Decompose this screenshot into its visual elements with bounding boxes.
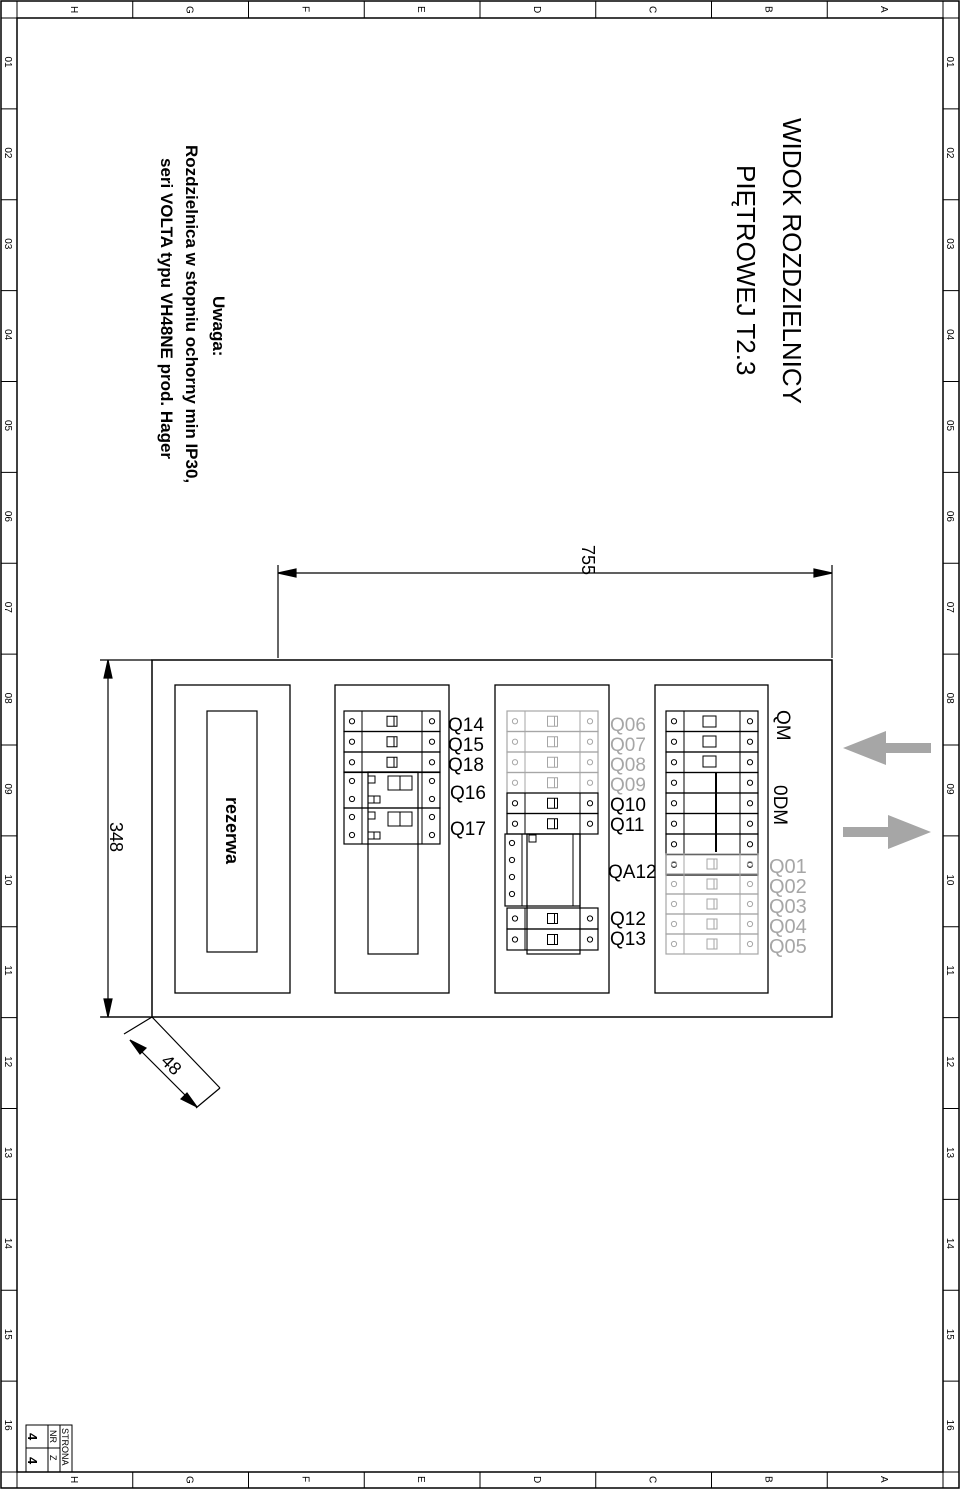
module-row1-grey xyxy=(666,894,758,914)
note-line-1: Rozdzielnica w stopniu ochorny min IP30, xyxy=(182,145,201,484)
row-label-left: 04 xyxy=(2,329,13,341)
row-label-right: 11 xyxy=(944,965,955,976)
module-row2-grey xyxy=(507,711,598,732)
row-label-left: 08 xyxy=(2,692,13,704)
page-title xyxy=(731,118,807,404)
label-q16: Q16 xyxy=(450,783,486,804)
row-1-grey-labels xyxy=(769,856,807,958)
module-row2-grey xyxy=(507,773,598,794)
row-label-right: 06 xyxy=(944,510,955,522)
row-label-left: 15 xyxy=(2,1328,13,1340)
row-2-labels xyxy=(608,715,657,950)
label-q08: Q08 xyxy=(610,755,646,776)
module-row1-main xyxy=(666,814,758,835)
row-3-labels xyxy=(448,715,486,840)
title-block-strona: STRONA xyxy=(60,1428,70,1466)
row-label-left: 09 xyxy=(2,783,13,795)
row-label-left: 10 xyxy=(2,874,13,886)
label-q15: Q15 xyxy=(448,735,484,756)
row-label-left: 02 xyxy=(2,147,13,159)
module-row2-grey xyxy=(507,732,598,753)
devices xyxy=(344,711,758,954)
row-label-right: 04 xyxy=(944,329,955,341)
label-q11: Q11 xyxy=(610,815,645,836)
module-row1-main xyxy=(666,732,758,753)
column-label-top: B xyxy=(762,6,774,13)
row-label-right: 02 xyxy=(944,147,955,159)
row-1-labels xyxy=(769,710,793,825)
module-row1-grey xyxy=(666,934,758,954)
module-row2-black xyxy=(507,908,598,929)
column-label-bottom: E xyxy=(415,1476,427,1483)
title-block-z-value: 4 xyxy=(25,1457,40,1465)
qm-switch-handle xyxy=(703,736,716,747)
column-label-top: F xyxy=(299,6,311,13)
row-label-right: 08 xyxy=(944,692,955,704)
module-row2-grey xyxy=(507,752,598,773)
label-q18: Q18 xyxy=(448,755,484,776)
label-q05: Q05 xyxy=(769,936,807,958)
label-q04: Q04 xyxy=(769,916,807,938)
module-row3-rcbo xyxy=(344,772,440,808)
row-label-left: 05 xyxy=(2,419,13,432)
module-row1-main xyxy=(666,855,758,876)
column-label-top: D xyxy=(530,6,542,14)
column-label-top: H xyxy=(67,6,79,14)
row-label-right: 15 xyxy=(944,1328,955,1340)
note xyxy=(157,145,228,483)
label-q12: Q12 xyxy=(610,909,646,930)
row-label-left: 16 xyxy=(2,1419,13,1431)
label-0dm: 0DM xyxy=(769,785,790,826)
title-line-2: PIĘTROWEJ T2.3 xyxy=(731,165,761,376)
module-row1-grey xyxy=(666,874,758,894)
title-block-z-label: Z xyxy=(48,1455,58,1461)
label-q02: Q02 xyxy=(769,876,807,898)
dimension-height-label: 348 xyxy=(106,822,126,853)
column-label-bottom: C xyxy=(646,1476,658,1484)
label-qm: QM xyxy=(772,710,793,741)
module-row3 xyxy=(344,711,440,732)
row-label-left: 14 xyxy=(2,1237,13,1249)
module-row1-main xyxy=(666,752,758,773)
label-q09: Q09 xyxy=(610,775,646,796)
title-block-nr-value: 4 xyxy=(25,1433,40,1441)
title-line-1: WIDOK ROZDZIELNICY xyxy=(777,118,807,405)
column-label-top: C xyxy=(646,6,658,14)
enclosure xyxy=(152,660,832,1017)
row-label-left: 07 xyxy=(2,601,13,613)
qm-switch-handle xyxy=(703,756,716,767)
module-row2-black xyxy=(507,929,598,950)
row-label-right: 03 xyxy=(944,238,955,250)
label-q14: Q14 xyxy=(448,715,484,736)
label-qa12: QA12 xyxy=(608,862,657,883)
row-label-right: 13 xyxy=(944,1146,955,1159)
column-label-bottom: H xyxy=(67,1476,79,1484)
row-label-right: 01 xyxy=(944,56,955,68)
row-label-left: 13 xyxy=(2,1146,13,1159)
row-label-left: 12 xyxy=(2,1056,13,1068)
column-label-bottom: D xyxy=(530,1476,542,1484)
label-q03: Q03 xyxy=(769,896,807,918)
row-label-right: 10 xyxy=(944,874,955,886)
row-label-right: 09 xyxy=(944,783,955,795)
label-q07: Q07 xyxy=(610,735,646,756)
label-q10: Q10 xyxy=(610,795,646,816)
row-label-right: 07 xyxy=(944,601,955,613)
module-row1-main xyxy=(666,793,758,814)
label-q17: Q17 xyxy=(450,819,486,840)
dimension-depth-label: 48 xyxy=(157,1050,186,1079)
dimension-width-label: 755 xyxy=(578,545,598,576)
column-label-top: G xyxy=(183,6,195,14)
row-label-right: 16 xyxy=(944,1419,955,1431)
column-label-bottom: A xyxy=(878,1476,890,1483)
row-label-right: 05 xyxy=(944,419,955,432)
label-q01: Q01 xyxy=(769,856,807,878)
module-qa12 xyxy=(505,834,580,954)
row-label-left: 03 xyxy=(2,238,13,250)
module-row2-black xyxy=(507,793,598,814)
column-label-top: E xyxy=(415,6,427,13)
note-heading: Uwaga: xyxy=(209,296,228,357)
module-row1-main xyxy=(666,834,758,855)
cable-arrow-out-icon xyxy=(843,731,931,765)
module-row3-rcbo xyxy=(344,808,440,844)
label-q13: Q13 xyxy=(610,929,646,950)
row-label-left: 01 xyxy=(2,56,13,68)
dimension-width xyxy=(278,565,832,658)
note-line-2: seri VOLTA typu VH48NE prod. Hager xyxy=(157,158,176,460)
qm-switch-handle xyxy=(703,716,716,727)
module-row1-grey xyxy=(666,914,758,934)
column-label-bottom: F xyxy=(299,1476,311,1483)
module-row1-main xyxy=(666,773,758,794)
module-row3 xyxy=(344,752,440,773)
module-row1-grey xyxy=(666,854,758,874)
label-q06: Q06 xyxy=(610,715,646,736)
column-label-bottom: G xyxy=(183,1476,195,1484)
column-label-bottom: B xyxy=(762,1476,774,1483)
row-label-right: 12 xyxy=(944,1056,955,1068)
column-label-top: A xyxy=(878,6,890,13)
module-row3 xyxy=(344,732,440,753)
row-label-left: 11 xyxy=(2,965,13,976)
row-label-right: 14 xyxy=(944,1237,955,1249)
row-label-left: 06 xyxy=(2,510,13,522)
label-rezerwa: rezerwa xyxy=(222,797,242,865)
cable-arrow-in-icon xyxy=(843,815,931,849)
title-block-nr-label: NR xyxy=(48,1430,58,1443)
module-row2-black xyxy=(507,814,598,835)
module-row1-main xyxy=(666,711,758,732)
